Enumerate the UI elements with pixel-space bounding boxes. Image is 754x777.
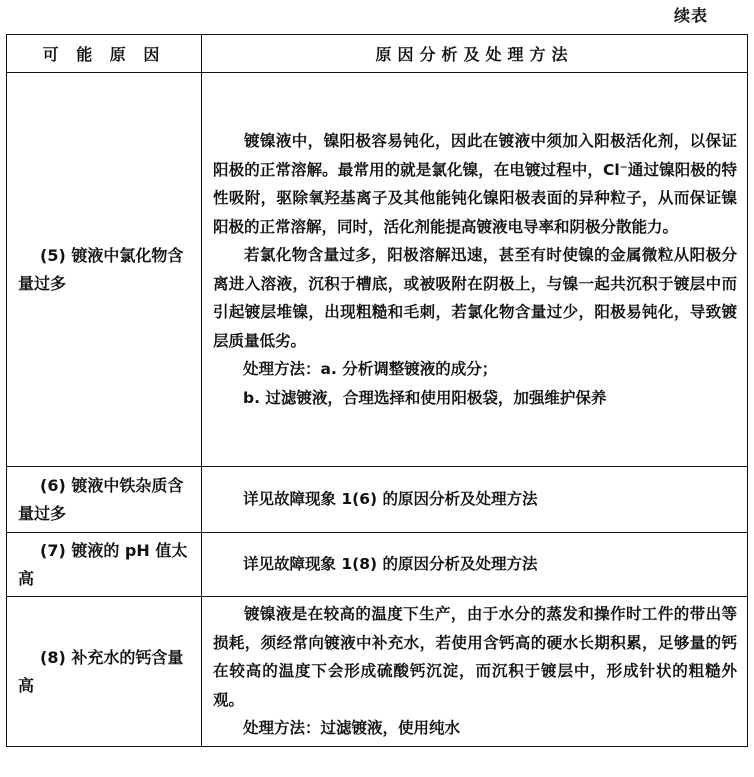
method-text: 过滤镀液，使用纯水 xyxy=(320,719,461,738)
method-line xyxy=(213,355,737,384)
method-line xyxy=(213,384,737,413)
cause-cell xyxy=(7,467,202,533)
table-row xyxy=(7,597,748,747)
method-line xyxy=(213,714,737,743)
analysis-reference: 详见故障现象 1(8) 的原因分析及处理方法 xyxy=(243,555,538,574)
table-row xyxy=(7,73,748,467)
table-row xyxy=(7,467,748,533)
continued-label: 续表 xyxy=(673,6,708,25)
table-header-row xyxy=(7,35,748,73)
analysis-cell xyxy=(202,597,748,747)
cause-text: (6) 镀液中铁杂质含量过多 xyxy=(18,475,184,523)
analysis-cell xyxy=(202,467,748,533)
analysis-reference: 详见故障现象 1(6) 的原因分析及处理方法 xyxy=(243,490,538,509)
analysis-cell xyxy=(202,533,748,597)
method-text: b. 过滤镀液，合理选择和使用阳极袋，加强维护保养 xyxy=(243,388,607,407)
cause-text: (5) 镀液中氯化物含量过多 xyxy=(18,245,184,293)
analysis-paragraph: 镀镍液中，镍阳极容易钝化，因此在镀液中须加入阳极活化剂，以保证阳极的正常溶解。最常用的就是氯化镍，在电镀过程中，Cl⁻通过镍阳极的特性吸附，驱除氧羟基离子及其他能钝化镍阳极表面的异种粒子，从而保证镍阳极的正常溶解，同时，活化剂能提高镀液电导率和阴极分散能力。 xyxy=(213,132,737,236)
method-text: a. 分析调整镀液的成分； xyxy=(320,360,498,378)
header-cause: 可 能 原 因 xyxy=(7,35,202,73)
table-row xyxy=(7,533,748,597)
method-label: 处理方法： xyxy=(243,719,321,738)
cause-text: (7) 镀液的 pH 值太高 xyxy=(18,540,188,588)
analysis-paragraph: 若氯化物含量过多，阳极溶解迅速，甚至有时使镍的金属微粒从阳极分离进入溶液，沉积于槽底，或被吸附在阴极上，与镍一起共沉积于镀层中而引起镀层堆镍，出现粗糙和毛刺，若氯化物含量过少，阳极易钝化，导致镀层质量低劣。 xyxy=(213,246,737,350)
analysis-cell xyxy=(202,73,748,467)
analysis-paragraph: 镀镍液是在较高的温度下生产，由于水分的蒸发和操作时工件的带出等损耗，须经常向镀液中补充水，若使用含钙高的硬水长期积累，足够量的钙在较高的温度下会形成硫酸钙沉淀，而沉积于镀层中，形成针状的粗糙外观。 xyxy=(213,605,737,709)
cause-cell xyxy=(7,73,202,467)
header-analysis: 原因分析及处理方法 xyxy=(202,35,748,73)
troubleshooting-table xyxy=(6,34,748,747)
cause-text: (8) 补充水的钙含量高 xyxy=(18,647,184,695)
cause-cell xyxy=(7,597,202,747)
cause-cell xyxy=(7,533,202,597)
method-label: 处理方法： xyxy=(243,360,321,378)
